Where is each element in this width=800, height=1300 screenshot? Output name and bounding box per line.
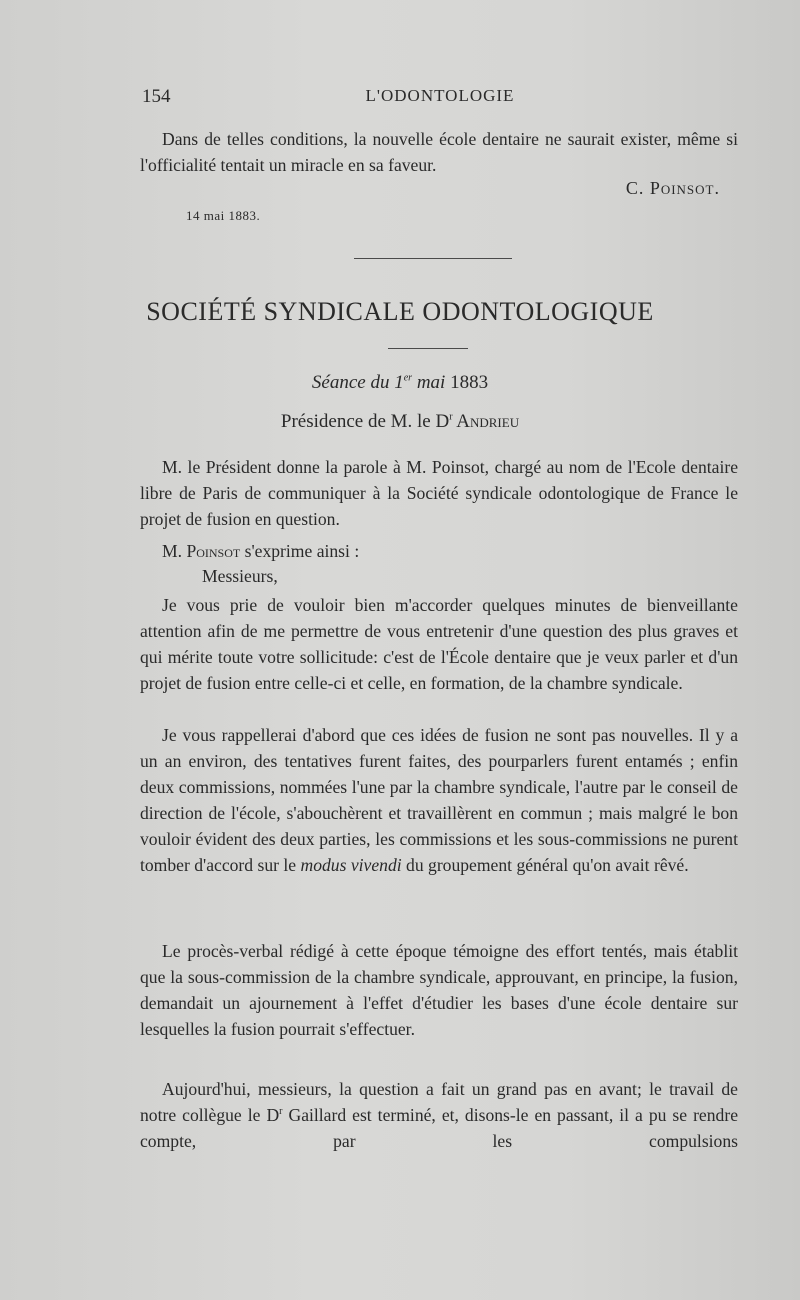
paragraph-4-italic: modus vivendi <box>300 855 402 875</box>
paragraph-4-b: du groupement général qu'on avait rêvé. <box>401 855 689 875</box>
separator-rule <box>354 258 512 259</box>
date-line: 14 mai 1883. <box>186 208 261 223</box>
paragraph-2-rest: s'exprime ainsi : <box>240 541 360 561</box>
page-number: 154 <box>142 86 171 107</box>
salutation: Messieurs, <box>202 566 278 586</box>
presidence-name: Andrieu <box>452 411 520 432</box>
paragraph-6-a: Aujourd'hui, messieurs, la question a fait un grand pas en avant; le travail de notre collègue le D <box>140 1079 738 1125</box>
paragraph-2 <box>140 538 738 564</box>
running-title: L'ODONTOLOGIE <box>365 86 515 105</box>
intro-paragraph <box>140 126 738 178</box>
intro-paragraph-text: Dans de telles conditions, la nouvelle école dentaire ne saurait exister, même si l'officialité tentait un miracle en sa faveur. <box>140 129 738 175</box>
paragraph-4-a: Je vous rappellerai d'abord que ces idées de fusion ne sont pas nouvelles. Il y a un an environ, des tentatives furent faites, des pourparlers furent entamés ; enfin deux commissions, nommées l'une par la chambre syndicale, l'autre par le conseil de direction de l'école, s'abouchèrent et travaillèrent en commun ; mais malgré le bon vouloir évident des deux parties, les commissions et les sous-commissions ne purent tomber d'accord sur le <box>140 725 738 875</box>
paragraph-4 <box>140 722 738 878</box>
presidence-line <box>0 411 800 433</box>
seance-year: 1883 <box>445 372 489 393</box>
paragraph-5-text: Le procès-verbal rédigé à cette époque témoigne des effort tentés, mais établit que la sous-commission de la chambre syndicale, approuvant, en principe, la fusion, demandait un ajournement à l'effet d'étudier les bases d'une école dentaire sur lesquelles la fusion pourrait s'effectuer. <box>140 941 738 1039</box>
paragraph-1-text: M. le Président donne la parole à M. Poinsot, chargé au nom de l'Ecole dentaire libre de Paris de communiquer à la Société syndicale odontologique de France le projet de fusion en question. <box>140 457 738 529</box>
seance-sup: er <box>403 372 413 384</box>
paragraph-3 <box>140 592 738 696</box>
presidence-sup: r <box>449 411 453 423</box>
title-underline <box>388 348 468 349</box>
paragraph-1 <box>140 454 738 532</box>
paragraph-6-sup: r <box>279 1106 283 1118</box>
signature: C. Poinsot. <box>625 178 720 198</box>
seance-line <box>0 372 800 394</box>
presidence-prefix: Présidence de M. le D <box>280 411 450 432</box>
paragraph-5 <box>140 938 738 1042</box>
paragraph-6 <box>140 1076 738 1154</box>
paragraph-3-text: Je vous prie de vouloir bien m'accorder quelques minutes de bienveillante attention afin de me permettre de vous entretenir d'une question des plus graves et qui mérite toute votre sollicitude: c'est de l'École dentaire que je veux parler et d'un projet de fusion entre celle-ci et celle, en formation, de la chambre syndicale. <box>140 595 738 693</box>
speaker-name: M. Poinsot <box>162 541 241 561</box>
seance-prefix: Séance du 1 <box>311 372 404 393</box>
seance-mid: mai <box>412 372 446 393</box>
paragraph-6-b: Gaillard est terminé, et, disons-le en passant, il a pu se rendre compte, par les compulsions <box>140 1105 738 1151</box>
section-title: SOCIÉTÉ SYNDICALE ODONTOLOGIQUE <box>146 297 654 326</box>
page-header <box>142 86 738 112</box>
